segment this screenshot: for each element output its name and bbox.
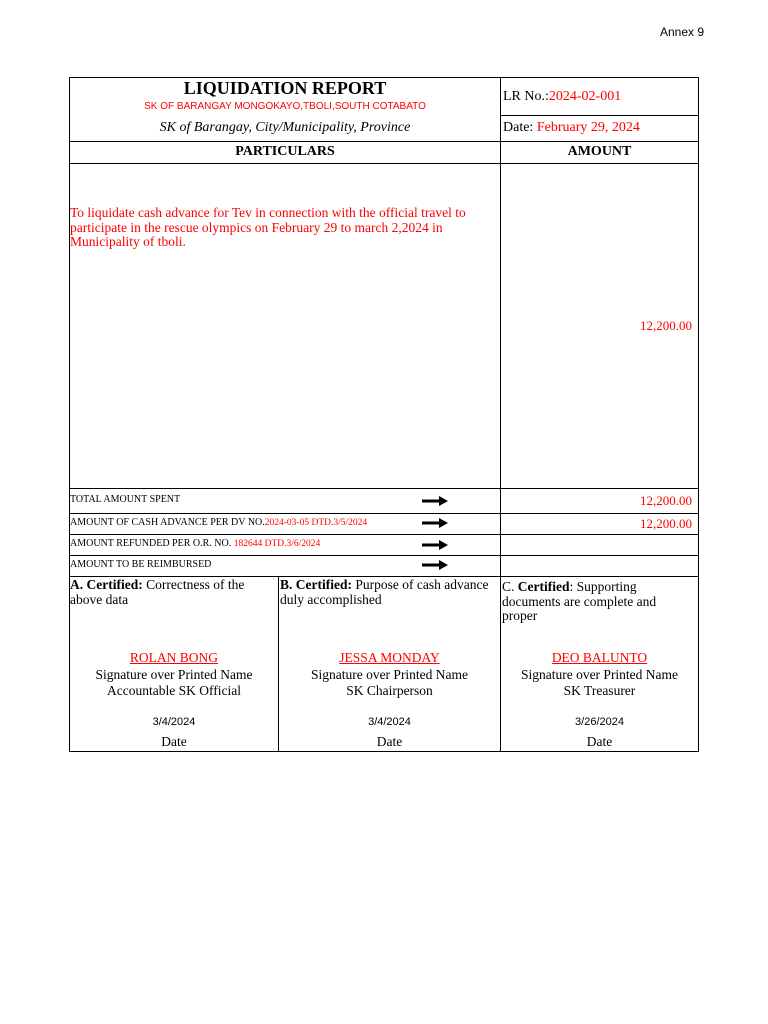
right-arrow-icon — [422, 559, 448, 571]
signatory-name: DEO BALUNTO — [551, 650, 648, 665]
particulars-line: To liquidate cash advance for Tev in connection with the official travel to — [70, 205, 466, 220]
entity-line: SK of Barangay, City/Municipality, Province — [159, 120, 411, 135]
amount-header: AMOUNT — [567, 144, 632, 159]
cash-advance-label — [70, 517, 367, 528]
lr-value: 2024-02-001 — [548, 89, 622, 104]
particulars-line: Municipality of tboli. — [70, 234, 186, 249]
particulars-header: PARTICULARS — [235, 144, 335, 159]
certification-b-text — [280, 577, 498, 607]
refunded-ref: 182644 DTD.3/6/2024 — [233, 539, 321, 549]
certification-a-date: 3/4/2024 — [152, 716, 196, 728]
total-spent-label: TOTAL AMOUNT SPENT — [70, 494, 181, 505]
annex-label: Annex 9 — [660, 25, 705, 39]
certification-c-date: 3/26/2024 — [575, 716, 624, 728]
cash-advance-value: 12,200.00 — [640, 516, 692, 531]
signatory-role: SK Chairperson — [346, 683, 433, 698]
date-value: February 29, 2024 — [536, 120, 640, 135]
right-arrow-icon — [422, 495, 448, 507]
signatory-role: Accountable SK Official — [107, 683, 241, 698]
cash-advance-text: AMOUNT OF CASH ADVANCE PER DV NO. — [70, 517, 265, 528]
refunded-text: AMOUNT REFUNDED PER O.R. NO. — [70, 538, 232, 549]
cash-advance-ref: 2024-03-05 DTD.3/5/2024 — [264, 518, 368, 528]
signature-caption: Signature over Printed Name — [95, 666, 253, 682]
date-label: Date: — [503, 120, 534, 135]
lr-label: LR No.: — [503, 89, 549, 104]
certification-c-text — [502, 580, 696, 624]
certification-c-label: Certified — [517, 579, 570, 594]
certification-b-signatory — [279, 650, 500, 700]
barangay-subtitle: SK OF BARANGAY MONGOKAYO,TBOLI,SOUTH COTABATO — [144, 101, 426, 112]
certification-c-desc-3: proper — [502, 608, 538, 623]
certification-c-signatory — [501, 650, 698, 700]
certification-a-signatory — [70, 650, 278, 700]
certification-b-label: B. Certified: — [280, 577, 352, 592]
certification-b-date: 3/4/2024 — [368, 716, 411, 728]
certification-a-desc: Correctness of the — [142, 577, 245, 592]
total-spent-value: 12,200.00 — [640, 493, 692, 508]
signatory-role: SK Treasurer — [563, 683, 636, 698]
certification-a-date-label: Date — [161, 734, 187, 749]
particulars-amount: 12,200.00 — [640, 318, 692, 333]
lr-number — [503, 89, 621, 105]
certification-a-desc-2: above data — [70, 592, 129, 607]
right-arrow-icon — [422, 539, 448, 551]
certification-b-date-label: Date — [376, 734, 403, 749]
signature-caption: Signature over Printed Name — [310, 666, 469, 682]
refunded-label — [70, 538, 320, 549]
signatory-name: ROLAN BONG — [129, 650, 219, 665]
report-title: LIQUIDATION REPORT — [183, 78, 387, 98]
right-arrow-icon — [422, 517, 448, 529]
certification-c-prefix: C. — [502, 579, 518, 594]
particulars-line: participate in the rescue olympics on February 29 to march 2,2024 in — [70, 219, 443, 235]
certification-b-desc-2: duly accomplished — [280, 592, 382, 607]
reimbursed-label: AMOUNT TO BE REIMBURSED — [70, 559, 212, 570]
certification-a-text — [70, 577, 275, 607]
certification-c-desc-2: documents are complete and — [502, 593, 657, 609]
particulars-text — [70, 206, 466, 250]
signatory-name: JESSA MONDAY — [339, 650, 440, 665]
certification-b-desc: Purpose of cash advance — [351, 577, 489, 592]
certification-a-label: A. Certified: — [70, 577, 143, 592]
report-date — [503, 120, 640, 136]
certification-c-desc: : Supporting — [569, 579, 637, 594]
signature-caption: Signature over Printed Name — [520, 666, 679, 682]
certification-c-date-label: Date — [586, 734, 613, 749]
